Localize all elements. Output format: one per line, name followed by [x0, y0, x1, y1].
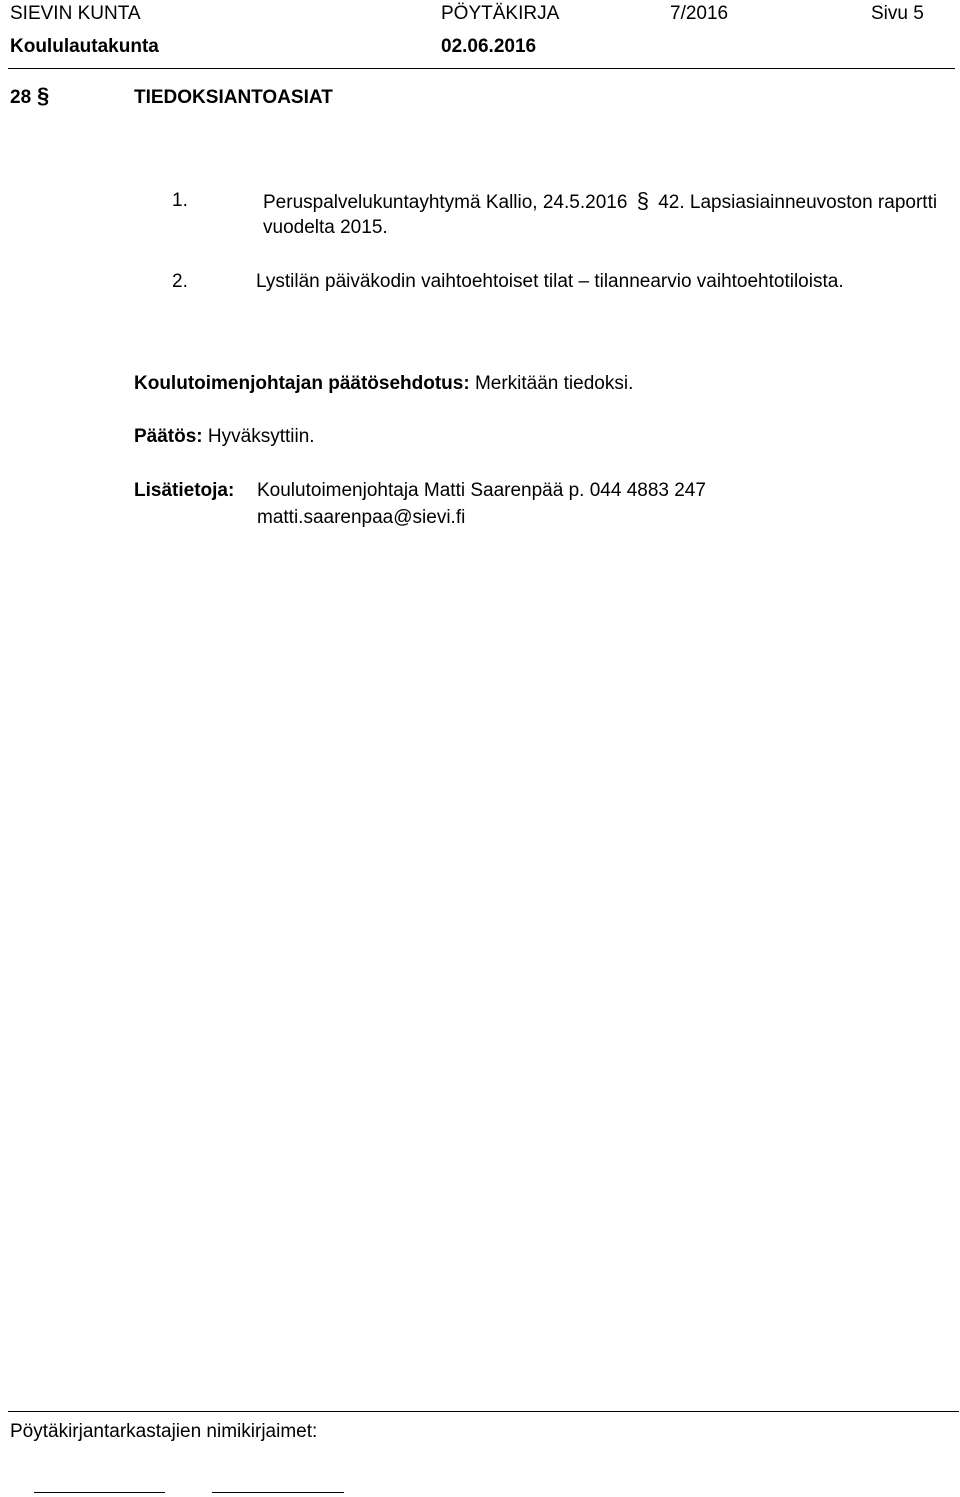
proposal-label: Koulutoimenjohtajan päätösehdotus:: [134, 373, 470, 394]
signature-line-1: [34, 1492, 165, 1493]
meeting-date: 02.06.2016: [441, 36, 537, 57]
decision-text: Hyväksyttiin.: [207, 426, 315, 447]
section-title: TIEDOKSIANTOASIAT: [134, 87, 333, 108]
item-1-text-a: [263, 187, 937, 216]
signature-line-2: [212, 1492, 344, 1493]
section-sign: §: [37, 83, 50, 108]
decision-line: [134, 423, 315, 450]
committee-name: Koululautakunta: [10, 36, 159, 57]
item-1-title: 42. Lapsiasiainneuvoston raportti: [658, 192, 938, 213]
info-email: matti.saarenpaa@sievi.fi: [257, 507, 466, 528]
item-1-source: Peruspalvelukuntayhtymä Kallio, 24.5.2016: [263, 192, 628, 213]
org-name: SIEVIN KUNTA: [10, 3, 141, 24]
item-1-number: 1.: [172, 190, 188, 211]
item-1-line-2: vuodelta 2015.: [263, 217, 388, 238]
item-2-text: [256, 268, 956, 295]
signatures-label: Pöytäkirjantarkastajien nimikirjaimet:: [10, 1421, 318, 1442]
header-rule: [8, 68, 955, 69]
item-2-number: 2.: [172, 271, 188, 292]
item-2-text-content: Lystilän päiväkodin vaihtoehtoiset tilat – tilannearvio vaihtoehtotiloista.: [256, 271, 844, 292]
document-type: PÖYTÄKIRJA: [441, 3, 560, 24]
info-label: Lisätietoja:: [134, 480, 235, 501]
page-number: Sivu 5: [871, 3, 924, 24]
proposal-text: Merkitään tiedoksi.: [474, 373, 634, 394]
info-contact: Koulutoimenjohtaja Matti Saarenpää p. 044 4883 247: [257, 480, 706, 501]
item-1-section-sign: §: [636, 188, 649, 213]
proposal-line: [134, 370, 633, 397]
decision-label: Päätös:: [134, 426, 203, 447]
footer-rule: [8, 1411, 959, 1412]
meeting-number: 7/2016: [670, 3, 729, 24]
section-number: 28: [10, 87, 32, 108]
